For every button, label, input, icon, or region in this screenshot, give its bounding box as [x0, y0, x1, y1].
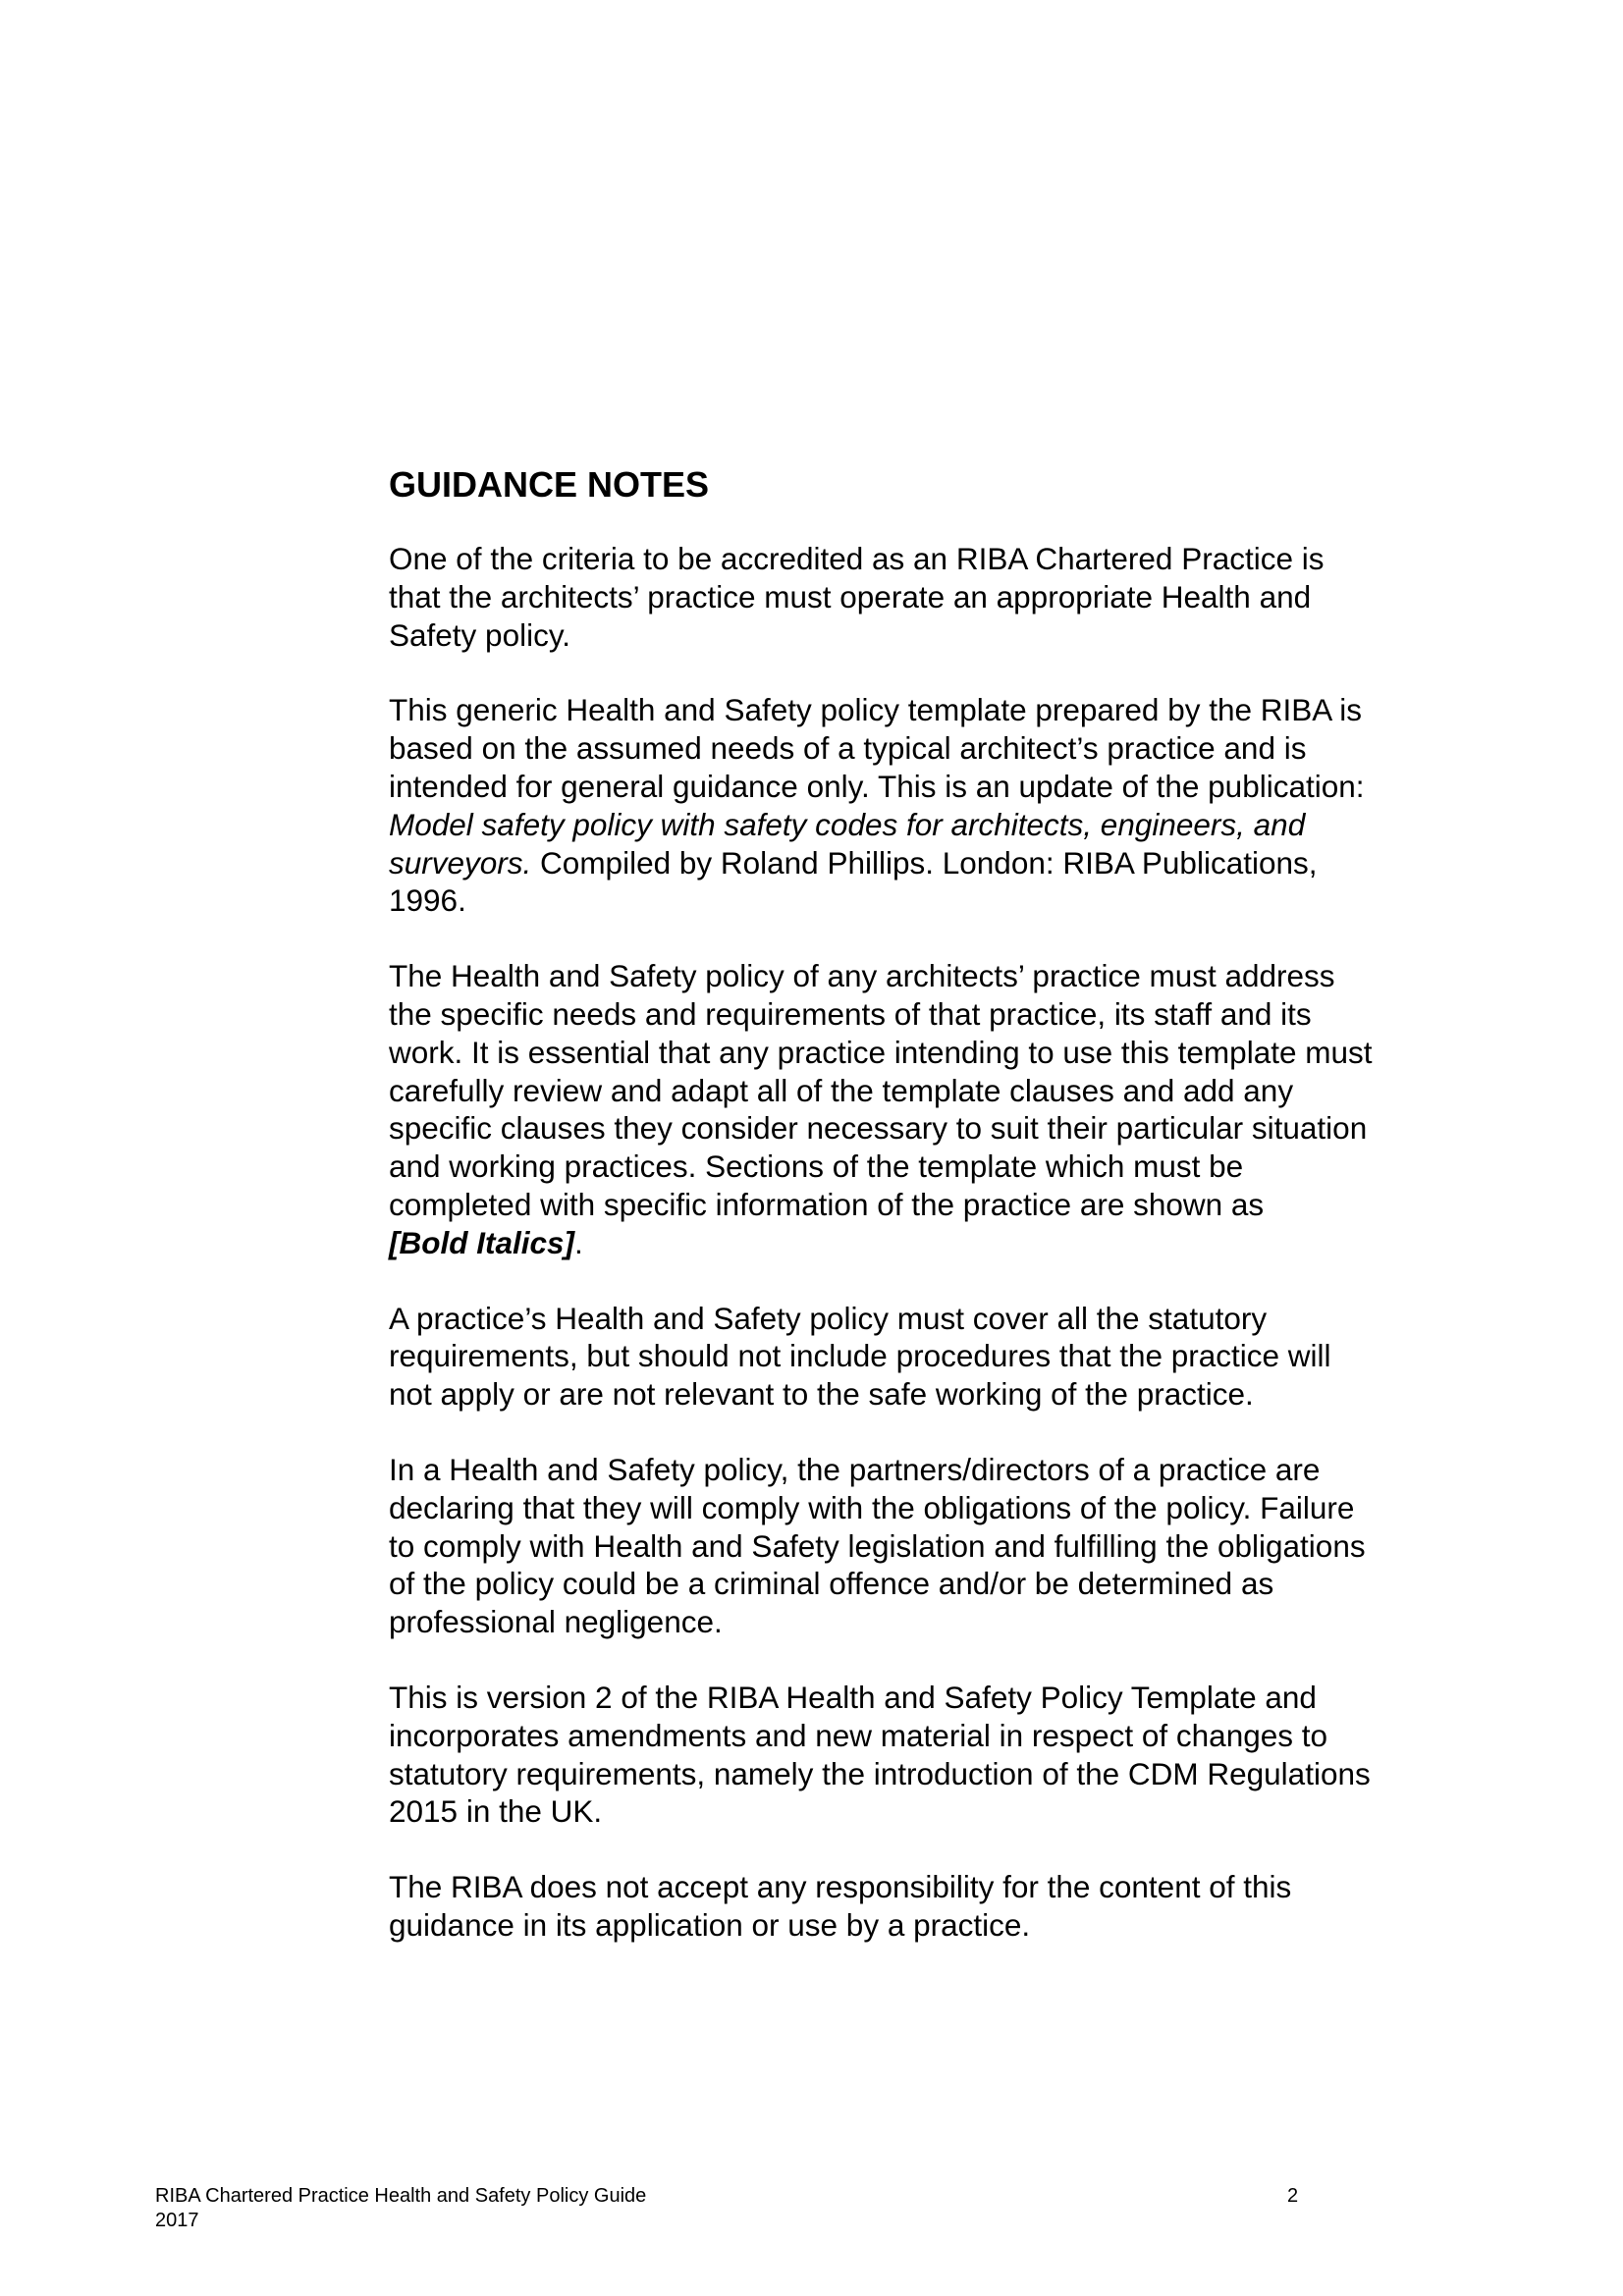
paragraph-adapt-template-end: .	[574, 1224, 583, 1260]
footer-document-title: RIBA Chartered Practice Health and Safety Policy Guide 2017	[155, 2185, 647, 2231]
paragraph-disclaimer: The RIBA does not accept any responsibility for the content of this guidance in its application or use by a practice.	[389, 1869, 1292, 1943]
paragraph-version: This is version 2 of the RIBA Health and Safety Policy Template and incorporates amendments and new material in respect of changes to statutory requirements, namely the introduction of the CDM Regulations 2015 in the UK.	[389, 1679, 1371, 1830]
publication-title: Model safety policy with safety codes for architects, engineers, and surveyors.	[389, 806, 1306, 881]
guidance-notes-section	[389, 463, 1449, 1982]
paragraph-obligations: In a Health and Safety policy, the partners/directors of a practice are declaring that they will comply with the obligations of the policy. Failure to comply with Health and Safety legislation and fulfilling the obligations of the policy could be a criminal offence and/or be determined as professional negligence.	[389, 1451, 1366, 1640]
paragraph-adapt-template	[389, 957, 1449, 1261]
paragraph-adapt-template-text: The Health and Safety policy of any architects’ practice must address the specific needs and requirements of that practice, its staff and its work. It is essential that any practice intending to use this template must carefully review and adapt all of the template clauses and add any specific clauses they consider necessary to suit their particular situation and working practices. Sections of the template which must be completed with specific information of the practice are shown as	[389, 958, 1373, 1222]
bold-italics-example: [Bold Italics]	[389, 1224, 575, 1260]
paragraph-statutory-requirements: A practice’s Health and Safety policy must cover all the statutory requirements, but should not include procedures that the practice will not apply or are not relevant to the safe working of the practice.	[389, 1300, 1331, 1413]
paragraph-template-origin-text: This generic Health and Safety policy template prepared by the RIBA is based on the assumed needs of a typical architect’s practice and is intended for general guidance only. This is an update of the publication:	[389, 692, 1365, 804]
footer-page-number: 2	[1287, 2185, 1299, 2207]
publication-credit: Compiled by Roland Phillips. London: RIBA Publications, 1996.	[389, 844, 1318, 919]
paragraph-criteria: One of the criteria to be accredited as an RIBA Chartered Practice is that the architects’ practice must operate an appropriate Health and Safety policy.	[389, 541, 1325, 653]
page-title: GUIDANCE NOTES	[389, 464, 710, 505]
paragraph-template-origin	[389, 691, 1449, 920]
